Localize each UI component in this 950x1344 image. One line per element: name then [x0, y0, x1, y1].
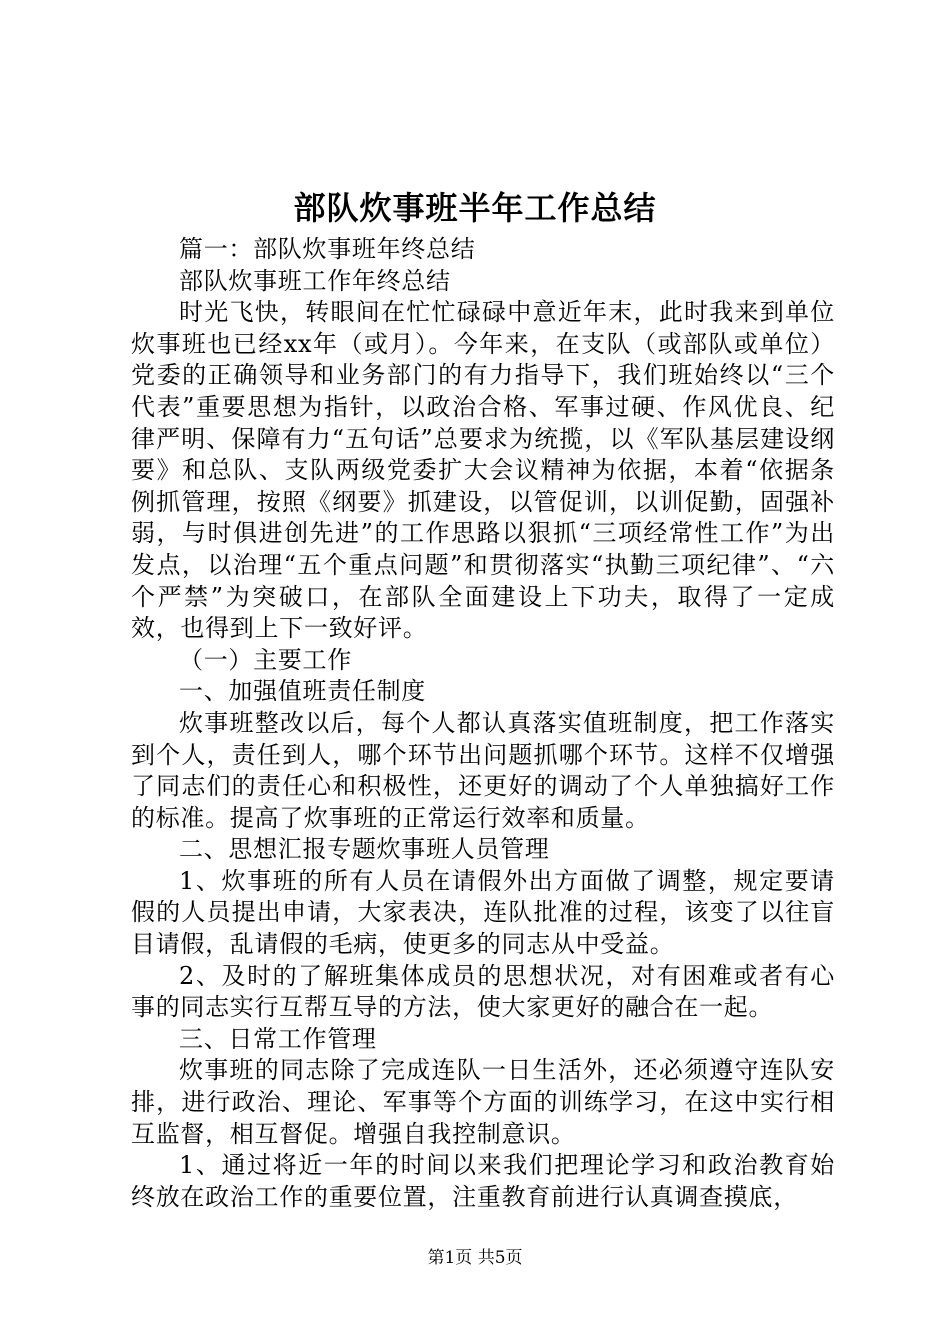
document-body [131, 234, 835, 1213]
section-heading: 一、加强值班责任制度 [179, 677, 426, 706]
page-number-footer: 第1页 共5页 [427, 1248, 523, 1268]
paragraph: 炊事班的同志除了完成连队一日生活外，还必须遵守连队安排，进行政治、理论、军事等个方面的训练学习，在这中实行相互监督，相互督促。增强自我控制意识。 [131, 1056, 835, 1148]
section-heading: 二、思想汇报专题炊事班人员管理 [179, 835, 550, 864]
subtitle: 部队炊事班工作年终总结 [179, 266, 451, 295]
section-heading: 篇一：部队炊事班年终总结 [179, 235, 476, 263]
paragraph: 时光飞快，转眼间在忙忙碌碌中意近年末，此时我来到单位炊事班也已经xx年（或月）。今年来，在支队（或部队或单位）党委的正确领导和业务部门的有力指导下，我们班始终以“三个代表”重要思想为指针，以政治合格、军事过硬、作风优良、纪律严明、保障有力“五句话”总要求为统揽，以《军队基层建设纲要》和总队、支队两级党委扩大会议精神为依据，本着“依据条例抓管理，按照《纲要》抓建设，以管促训，以训促勤，固强补弱，与时俱进创先进”的工作思路以狠抓“三项经常性工作”为出发点，以治理“五个重点问题”和贯彻落实“执勤三项纪律”、“六个严禁”为突破口，在部队全面建设上下功夫，取得了一定成效，也得到上下一致好评。 [131, 298, 835, 643]
document-title: 部队炊事班半年工作总结 [293, 189, 657, 227]
section-heading: （一）主要工作 [179, 645, 352, 674]
section-heading: 三、日常工作管理 [179, 1024, 377, 1053]
paragraph: 1、炊事班的所有人员在请假外出方面做了调整，规定要请假的人员提出申请，大家表决，连队批准的过程，该变了以往盲目请假，乱请假的毛病，使更多的同志从中受益。 [131, 866, 835, 959]
paragraph: 炊事班整改以后，每个人都认真落实值班制度，把工作落实到个人，责任到人，哪个环节出问题抓哪个环节。这样不仅增强了同志们的责任心和积极性，还更好的调动了个人单独搞好工作的标准。提高了炊事班的正常运行效率和质量。 [131, 708, 835, 832]
paragraph: 2、及时的了解班集体成员的思想状况，对有困难或者有心事的同志实行互帮互导的方法，使大家更好的融合在一起。 [131, 961, 835, 1022]
paragraph: 1、通过将近一年的时间以来我们把理论学习和政治教育始终放在政治工作的重要位置，注重教育前进行认真调查摸底， [131, 1151, 835, 1211]
